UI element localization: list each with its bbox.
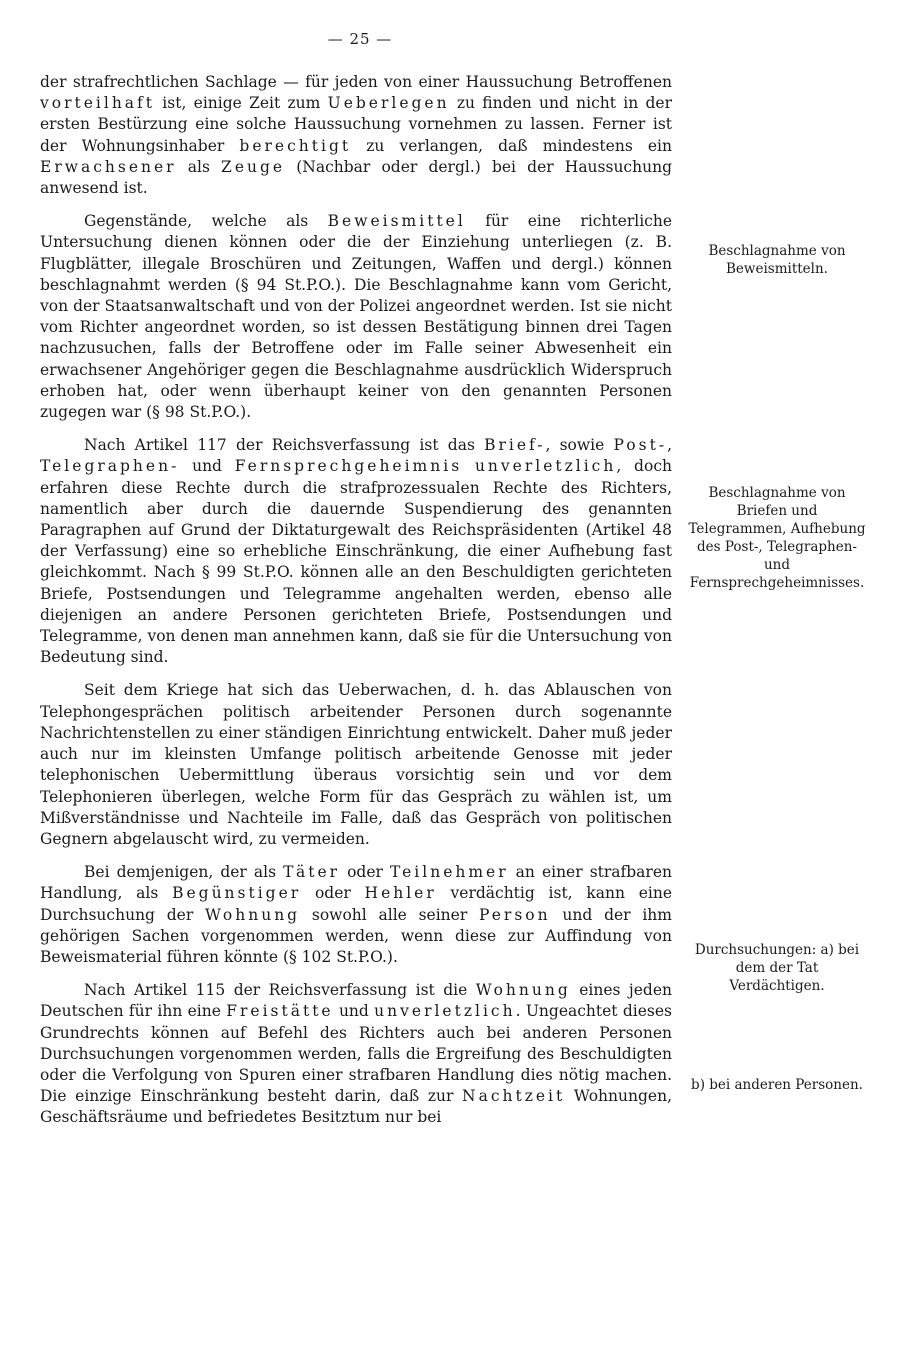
text-segment: und	[333, 1002, 375, 1021]
text-segment: verdächtig ist, kann eine Durchsuchung der	[40, 884, 672, 924]
paragraph	[40, 980, 672, 1128]
text-segment: Seit dem Kriege hat sich das Ueberwachen, d. h. das Ablauschen von Telephongesprächen politisch arbeitender Personen durch sogenannte Nachrichtenstellen zu einer ständigen Einrichtung entwickelt. Daher muß jeder auch nur im kleinsten Umfange politisch arbeitende Genosse mit jeder telephonischen Uebermittlung überaus vorsichtig sein und vor dem Telephonieren überlegen, welche Form für das Gespräch zu wählen ist, um Mißverständnisse und Nachteile im Falle, daß das Gespräch von politischen Gegnern abgelauscht wird, zu vermeiden.	[40, 681, 672, 848]
text-segment: ist, einige Zeit zum	[155, 94, 328, 113]
text-segment: der strafrechtlichen Sachlage — für jeden von einer Haussuchung Betroffenen	[40, 73, 672, 91]
emphasized-text: unverletzlich	[374, 1002, 516, 1021]
text-segment: , doch erfahren diese Rechte durch die strafprozessualen Rechte des Richters, namentlich aber durch die dauernde Suspendierung des genannten Paragraphen auf Grund der Diktaturgewalt des Reichspräsidenten (Artikel 48 der Verfassung) eine so erhebliche Einschränkung, die einer Aufhebung fast gleichkommt. Nach § 99 St.P.O. können alle an den Beschuldigten gerichteten Briefe, Postsendungen und Telegramme angehalten werden, ebenso alle diejenigen an andere Personen gerichteten Briefe, Postsendungen und Telegramme, von denen man annehmen kann, daß sie für die Untersuchung von Bedeutung sind.	[40, 457, 672, 667]
text-segment: Nach Artikel 115 der Reichsverfassung ist die	[84, 981, 476, 1000]
margin-note-durchsuchungen-andere-personen: b) bei anderen Personen.	[691, 1077, 863, 1093]
emphasized-text: Zeuge	[221, 157, 286, 176]
emphasized-text: vorteilhaft	[40, 94, 156, 113]
emphasized-text: Telegraphen-	[40, 457, 180, 476]
text-segment: (Nachbar oder dergl.) bei der Haussuchung anwesend ist.	[40, 157, 672, 198]
text-segment: zu verlangen, daß mindestens ein	[351, 136, 672, 155]
main-text-column	[40, 72, 672, 1129]
emphasized-text: Person	[479, 905, 551, 924]
emphasized-text: Nachtzeit	[462, 1087, 566, 1106]
text-segment: sowohl alle seiner	[300, 905, 480, 924]
text-segment: als	[176, 157, 222, 176]
text-segment: an einer strafbaren Handlung, als	[40, 863, 672, 903]
emphasized-text: Ueberlegen	[327, 94, 450, 113]
emphasized-text: unverletzlich	[474, 457, 617, 476]
text-segment: und der ihm gehörigen Sachen vorgenommen werden, wenn diese zur Auffindung von Beweismaterial führen könnte (§ 102 St.P.O.).	[40, 905, 672, 966]
text-segment: Bei demjenigen, der als	[84, 863, 284, 882]
text-segment: . Ungeachtet dieses Grundrechts können auf Befehl des Richters auch bei anderen Personen Durchsuchungen vorgenommen werden, falls die Ergreifung des Beschuldigten oder die Verfolgung von Spuren einer strafbaren Handlung dies nötig machen. Die einzige Einschränkung besteht darin, daß zur	[40, 1002, 672, 1106]
emphasized-text: Wohnung	[475, 981, 571, 1000]
text-segment: Nach Artikel 117 der Reichsverfassung ist das	[84, 436, 485, 455]
emphasized-text: Hehler	[364, 884, 437, 903]
page-number: — 25 —	[327, 30, 393, 48]
emphasized-text: Erwachsener	[40, 157, 177, 176]
paragraph	[40, 862, 672, 968]
emphasized-text: Freistätte	[226, 1002, 334, 1021]
emphasized-text: Begünstiger	[172, 884, 302, 903]
paragraph	[40, 211, 672, 423]
emphasized-text: Brief-	[484, 436, 546, 455]
text-segment: zu finden und nicht in der ersten Bestürzung eine solche Haussuchung vornehmen zu lassen. Ferner ist der Wohnungsinhaber	[40, 94, 672, 155]
emphasized-text: Wohnung	[205, 905, 301, 924]
margin-note-beschlagnahme-beweismittel: Beschlagnahme von Beweismitteln.	[708, 243, 846, 277]
text-segment: oder	[340, 863, 390, 882]
emphasized-text: Fernsprechgeheimnis	[234, 457, 463, 476]
paragraph	[40, 680, 672, 850]
paragraph	[40, 435, 672, 668]
emphasized-text: Post-	[613, 436, 668, 455]
emphasized-text: Teilnehmer	[389, 863, 509, 882]
text-segment: Gegenstände, welche als	[84, 212, 328, 231]
emphasized-text: Beweismittel	[327, 212, 466, 231]
text-segment: und	[179, 457, 235, 476]
text-segment: oder	[301, 884, 365, 903]
text-segment: eines jeden Deutschen für ihn eine	[40, 981, 672, 1021]
text-segment	[462, 457, 475, 475]
margin-note-durchsuchungen-verdaechtige: Durchsuchungen: a) bei dem der Tat Verdächtigen.	[694, 942, 860, 994]
margin-note-briefgeheimnis: Beschlagnahme von Briefen und Telegrammen, Aufhebung des Post-, Telegraphen- und Fernsprechgeheimnisses.	[688, 485, 866, 591]
text-segment: für eine richterliche Untersuchung dienen können oder die der Einziehung unterliegen (z. B. Flugblätter, illegale Broschüren und Zeitungen, Waffen und dergl.) können beschlagnahmt werden (§ 94 St.P.O.). Die Beschlagnahme kann vom Gericht, von der Staatsanwaltschaft und von der Polizei angeordnet werden. Ist sie nicht vom Richter angeordnet worden, so ist dessen Bestätigung binnen drei Tagen nachzusuchen, falls der Betroffene oder im Falle seiner Abwesenheit ein erwachsener Angehöriger gegen die Beschlagnahme ausdrücklich Widerspruch erhoben hat, oder wenn überhaupt keiner von den genannten Personen zugegen war (§ 98 St.P.O.).	[40, 212, 672, 422]
text-segment: , sowie	[545, 436, 614, 455]
paragraph	[40, 72, 672, 199]
text-segment: Wohnungen, Geschäftsräume und befriedetes Besitztum nur bei	[40, 1087, 672, 1127]
text-segment: ,	[667, 436, 672, 455]
emphasized-text: berechtigt	[239, 136, 352, 155]
emphasized-text: Täter	[283, 863, 341, 882]
